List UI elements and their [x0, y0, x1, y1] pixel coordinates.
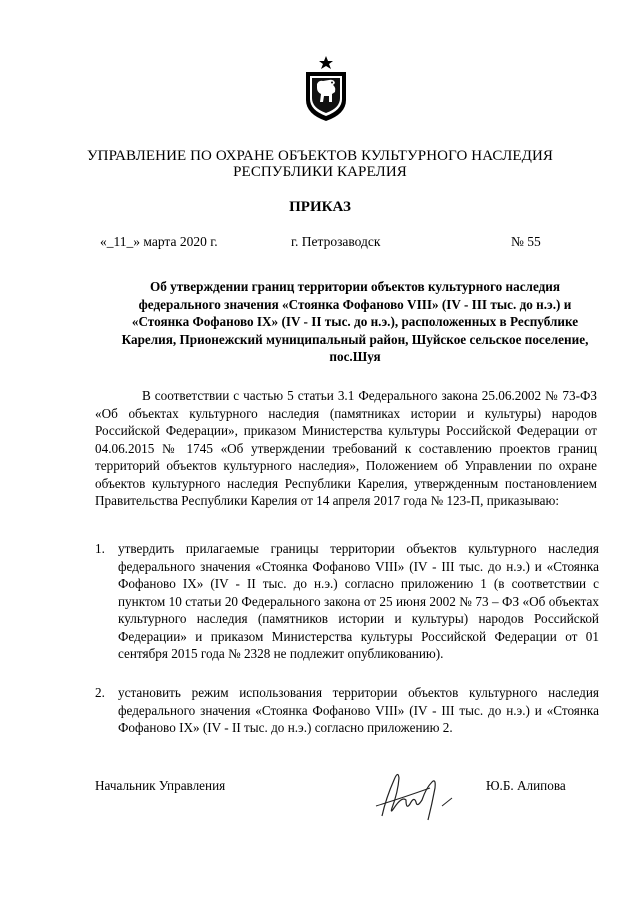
- preamble-paragraph: [95, 387, 597, 510]
- organization-name-line-2: РЕСПУБЛИКИ КАРЕЛИЯ: [233, 164, 407, 180]
- signatory-name: Ю.Б. Алипова: [486, 778, 566, 793]
- handwritten-signature: [372, 758, 462, 828]
- order-item-text: утвердить прилагаемые границы территории объектов культурного наследия федерального значения «Стоянка Фофаново VIII» (IV - III тыс. до н.э.) и «Стоянка Фофаново IX» (IV - II тыс. до н.э.) согласно приложению 1 (в соответствии с пунктом 10 статьи 20 Федерального закона от 25 июня 2002 № 73 – ФЗ «Об объектах культурного наследия (памятников истории и культуры) народов Российской Федерации» и приказом Министерства культуры Российской Федерации от 01 сентября 2015 года № 2328 не подлежит опубликованию).: [118, 541, 599, 661]
- order-subject: Об утверждении границ территории объектов культурного наследия федерального значения «Стоянка Фофаново VIII» (IV - III тыс. до н.э.) и «Стоянка Фофаново IX» (IV - II тыс. до н.э.), расположенных в Республике Карелия, Прионежский муниципальный район, Шуйское сельское поселение, пос.Шуя: [121, 279, 589, 364]
- organization-name-line-1: УПРАВЛЕНИЕ ПО ОХРАНЕ ОБЪЕКТОВ КУЛЬТУРНОГО НАСЛЕДИЯ: [86, 148, 554, 164]
- document-date: «_11_» марта 2020 г.: [100, 234, 218, 249]
- karelia-coat-of-arms-icon: [303, 56, 349, 122]
- document-type: ПРИКАЗ: [289, 199, 351, 215]
- order-item-text: установить режим использования территории объектов культурного наследия федерального значения «Стоянка Фофаново VIII» (IV - III тыс. до н.э.) и «Стоянка Фофаново IX» (IV - II тыс. до н.э.) согласно приложению 2.: [118, 685, 599, 735]
- order-item-number: 2.: [95, 685, 105, 700]
- signatory-position: Начальник Управления: [95, 778, 226, 793]
- document-place: г. Петрозаводск: [291, 234, 381, 249]
- document-number: № 55: [511, 234, 541, 249]
- preamble-text: В соответствии с частью 5 статьи 3.1 Федерального закона 25.06.2002 № 73-ФЗ «Об объектах культурного наследия (памятниках истории и культуры) народов Российской Федерации», приказом Министерства культуры Российской Федерации от 04.06.2015 № 1745 «Об утверждении требований к составлению проектов границ территорий объектов культурного наследия», Положением об Управлении по охране объектов культурного наследия Республики Карелия, утвержденным постановлением Правительства Республики Карелия от 14 апреля 2017 года № 123-П, приказываю:: [95, 388, 597, 508]
- order-item-number: 1.: [95, 541, 105, 556]
